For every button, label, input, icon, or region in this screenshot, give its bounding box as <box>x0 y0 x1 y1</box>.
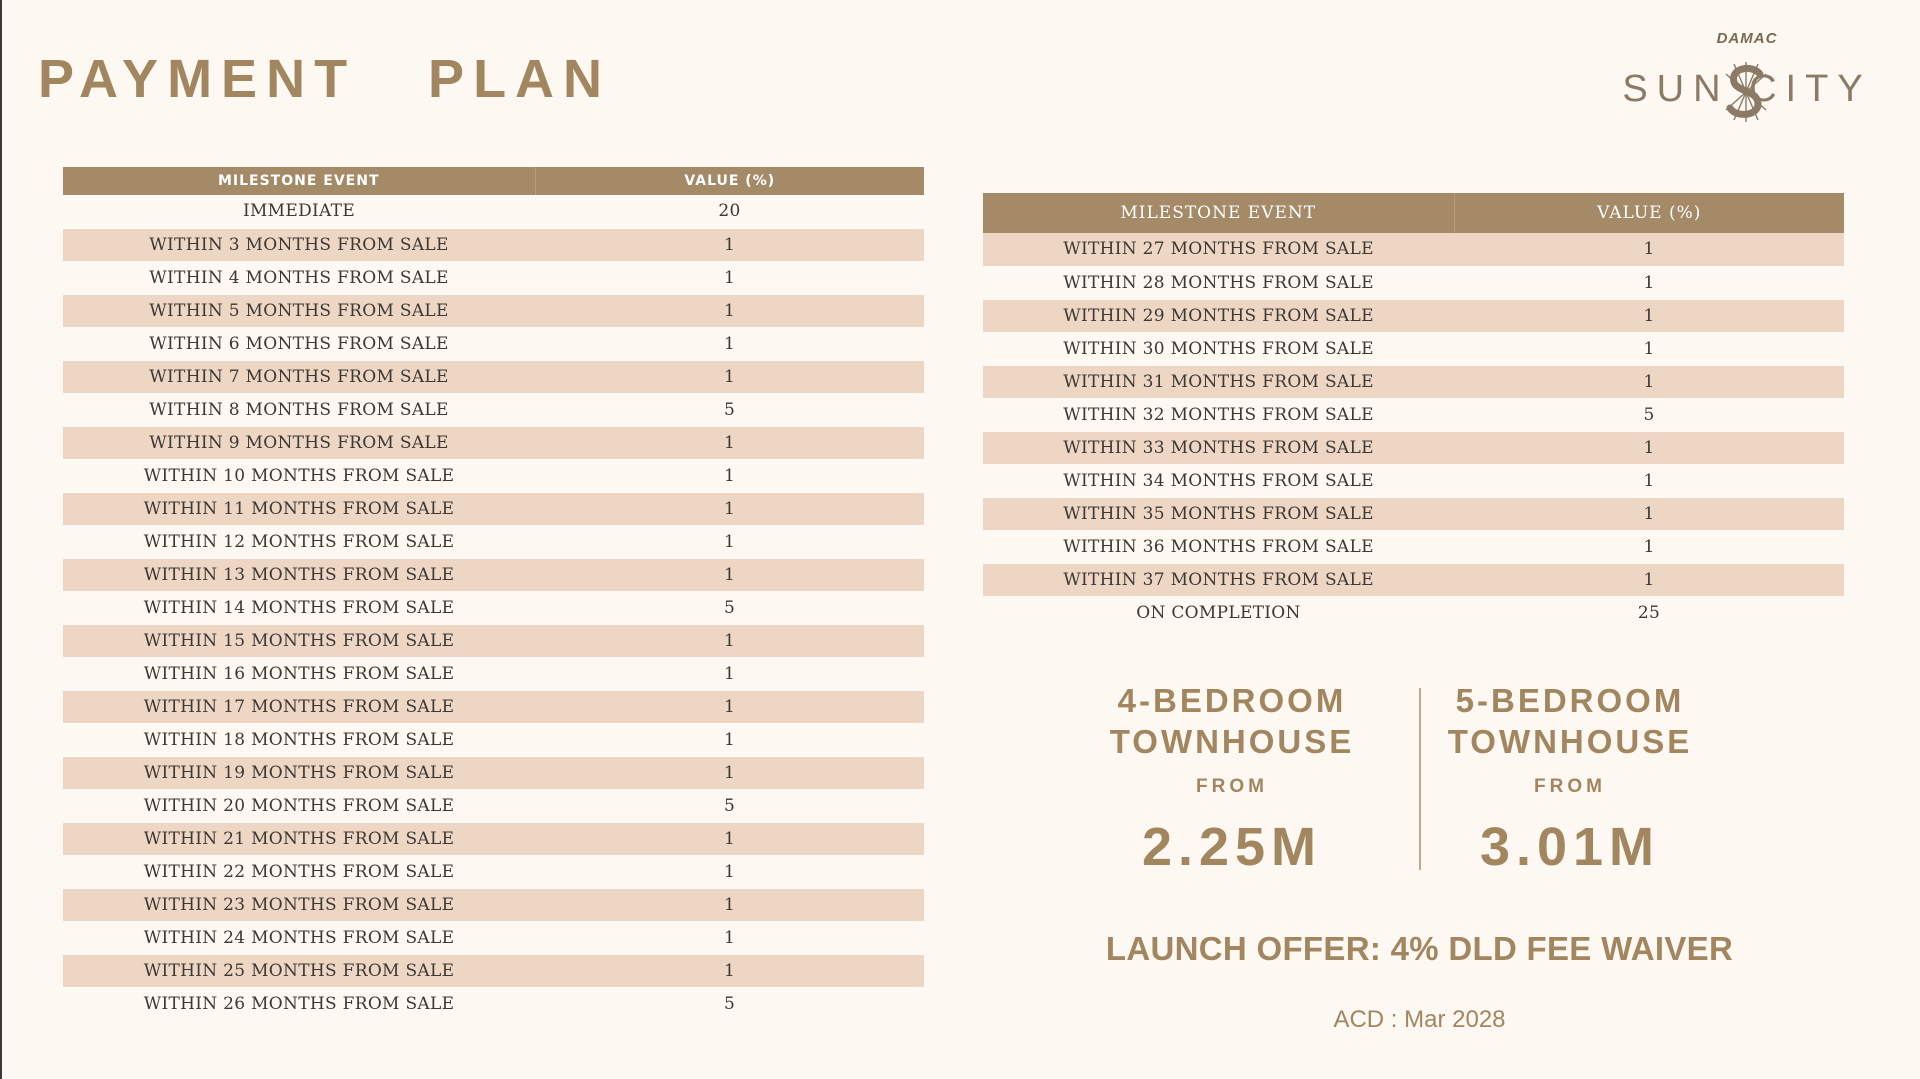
milestone-event-cell: WITHIN 6 MONTHS FROM SALE <box>63 327 535 360</box>
table-row <box>983 530 1844 563</box>
milestone-event-cell: WITHIN 27 MONTHS FROM SALE <box>983 233 1454 266</box>
table-row <box>983 233 1844 266</box>
table-row <box>63 822 924 855</box>
milestone-event-cell: WITHIN 12 MONTHS FROM SALE <box>63 525 535 558</box>
value-cell: 1 <box>535 228 924 261</box>
milestone-event-cell: WITHIN 24 MONTHS FROM SALE <box>63 921 535 954</box>
table-row <box>63 426 924 459</box>
value-cell: 1 <box>535 954 924 987</box>
table-row <box>63 987 924 1020</box>
milestone-event-cell: WITHIN 15 MONTHS FROM SALE <box>63 624 535 657</box>
table-row <box>63 360 924 393</box>
acd-date-text: ACD : Mar 2028 <box>1333 1006 1506 1033</box>
table-row <box>63 492 924 525</box>
value-cell: 1 <box>535 492 924 525</box>
table-row <box>983 365 1844 398</box>
milestone-event-cell: WITHIN 20 MONTHS FROM SALE <box>63 789 535 822</box>
milestone-event-cell: WITHIN 7 MONTHS FROM SALE <box>63 360 535 393</box>
table-row <box>63 294 924 327</box>
table-row <box>983 497 1844 530</box>
offer-type-line2: TOWNHOUSE <box>1447 723 1693 760</box>
value-cell: 5 <box>1454 398 1844 431</box>
table-row <box>983 563 1844 596</box>
milestone-event-cell: WITHIN 31 MONTHS FROM SALE <box>983 365 1454 398</box>
offer-price: 3.01M <box>1479 817 1661 877</box>
table-row <box>63 195 924 228</box>
price-offers <box>1072 680 1772 880</box>
value-cell: 1 <box>535 690 924 723</box>
table-row <box>63 855 924 888</box>
table-row <box>983 332 1844 365</box>
table-row <box>63 558 924 591</box>
page-title: PAYMENT PLAN <box>38 49 612 109</box>
value-cell: 1 <box>1454 497 1844 530</box>
milestone-event-cell: WITHIN 9 MONTHS FROM SALE <box>63 426 535 459</box>
value-cell: 1 <box>535 558 924 591</box>
column-header-milestone: MILESTONE EVENT <box>63 167 535 195</box>
table-row <box>63 228 924 261</box>
milestone-event-cell: WITHIN 33 MONTHS FROM SALE <box>983 431 1454 464</box>
value-cell: 5 <box>535 393 924 426</box>
milestone-event-cell: IMMEDIATE <box>63 195 535 228</box>
offer-price: 2.25M <box>1141 817 1323 877</box>
value-cell: 1 <box>535 756 924 789</box>
milestone-event-cell: WITHIN 3 MONTHS FROM SALE <box>63 228 535 261</box>
value-cell: 5 <box>535 591 924 624</box>
value-cell: 1 <box>535 624 924 657</box>
milestone-event-cell: WITHIN 8 MONTHS FROM SALE <box>63 393 535 426</box>
value-cell: 20 <box>535 195 924 228</box>
value-cell: 1 <box>1454 464 1844 497</box>
milestone-event-cell: WITHIN 14 MONTHS FROM SALE <box>63 591 535 624</box>
value-cell: 1 <box>1454 365 1844 398</box>
table-row <box>63 591 924 624</box>
milestone-event-cell: WITHIN 26 MONTHS FROM SALE <box>63 987 535 1020</box>
table-row <box>983 299 1844 332</box>
table-row <box>983 398 1844 431</box>
value-cell: 1 <box>535 459 924 492</box>
milestone-event-cell: WITHIN 5 MONTHS FROM SALE <box>63 294 535 327</box>
offer-type-line2: TOWNHOUSE <box>1109 723 1355 760</box>
milestone-event-cell: WITHIN 16 MONTHS FROM SALE <box>63 657 535 690</box>
table-row <box>983 431 1844 464</box>
offer-type-line1: 4-BEDROOM <box>1117 682 1347 719</box>
table-row <box>63 690 924 723</box>
offer-from-label: FROM <box>1196 776 1268 797</box>
sun-s-logo-icon <box>1722 60 1770 124</box>
milestone-event-cell: WITHIN 10 MONTHS FROM SALE <box>63 459 535 492</box>
brand-logo <box>1602 30 1892 130</box>
value-cell: 1 <box>535 888 924 921</box>
table-row <box>63 888 924 921</box>
table-row <box>983 464 1844 497</box>
column-header-milestone: MILESTONE EVENT <box>983 193 1454 233</box>
milestone-event-cell: WITHIN 17 MONTHS FROM SALE <box>63 690 535 723</box>
value-cell: 1 <box>535 921 924 954</box>
logo-name-text: SUN CITY <box>1622 68 1872 110</box>
milestone-event-cell: WITHIN 18 MONTHS FROM SALE <box>63 723 535 756</box>
value-cell: 1 <box>535 327 924 360</box>
milestone-event-cell: WITHIN 30 MONTHS FROM SALE <box>983 332 1454 365</box>
table-row <box>63 921 924 954</box>
milestone-event-cell: WITHIN 19 MONTHS FROM SALE <box>63 756 535 789</box>
value-cell: 1 <box>535 261 924 294</box>
value-cell: 1 <box>1454 266 1844 299</box>
table-row <box>63 393 924 426</box>
value-cell: 1 <box>535 426 924 459</box>
milestone-event-cell: WITHIN 37 MONTHS FROM SALE <box>983 563 1454 596</box>
milestone-event-cell: WITHIN 23 MONTHS FROM SALE <box>63 888 535 921</box>
payment-table-right <box>983 193 1844 630</box>
value-cell: 1 <box>1454 530 1844 563</box>
value-cell: 1 <box>1454 299 1844 332</box>
table-row <box>63 261 924 294</box>
offer-from-label: FROM <box>1534 776 1606 797</box>
table-row <box>63 723 924 756</box>
value-cell: 1 <box>1454 332 1844 365</box>
column-header-value: VALUE (%) <box>1454 193 1844 233</box>
milestone-event-cell: WITHIN 21 MONTHS FROM SALE <box>63 822 535 855</box>
milestone-event-cell: WITHIN 29 MONTHS FROM SALE <box>983 299 1454 332</box>
table-row <box>63 459 924 492</box>
column-header-value: VALUE (%) <box>535 167 924 195</box>
value-cell: 1 <box>535 294 924 327</box>
table-row <box>63 756 924 789</box>
value-cell: 1 <box>535 855 924 888</box>
milestone-event-cell: ON COMPLETION <box>983 596 1454 629</box>
offer-type-line1: 5-BEDROOM <box>1455 682 1685 719</box>
value-cell: 1 <box>1454 431 1844 464</box>
milestone-event-cell: WITHIN 11 MONTHS FROM SALE <box>63 492 535 525</box>
offer-5-bedroom <box>1410 680 1730 878</box>
table-body <box>63 195 924 1020</box>
milestone-event-cell: WITHIN 4 MONTHS FROM SALE <box>63 261 535 294</box>
milestone-event-cell: WITHIN 34 MONTHS FROM SALE <box>983 464 1454 497</box>
value-cell: 5 <box>535 987 924 1020</box>
value-cell: 1 <box>535 657 924 690</box>
launch-offer-text: LAUNCH OFFER: 4% DLD FEE WAIVER <box>1105 930 1734 967</box>
value-cell: 1 <box>1454 233 1844 266</box>
milestone-event-cell: WITHIN 36 MONTHS FROM SALE <box>983 530 1454 563</box>
value-cell: 1 <box>535 360 924 393</box>
value-cell: 1 <box>535 525 924 558</box>
value-cell: 25 <box>1454 596 1844 629</box>
payment-table-left <box>63 167 924 1021</box>
value-cell: 1 <box>535 723 924 756</box>
value-cell: 1 <box>1454 563 1844 596</box>
logo-brand-text: DAMAC <box>1716 30 1778 47</box>
milestone-event-cell: WITHIN 35 MONTHS FROM SALE <box>983 497 1454 530</box>
milestone-event-cell: WITHIN 22 MONTHS FROM SALE <box>63 855 535 888</box>
milestone-event-cell: WITHIN 32 MONTHS FROM SALE <box>983 398 1454 431</box>
table-row <box>63 525 924 558</box>
offer-4-bedroom <box>1072 680 1392 878</box>
table-row <box>63 657 924 690</box>
milestone-event-cell: WITHIN 25 MONTHS FROM SALE <box>63 954 535 987</box>
table-row <box>63 327 924 360</box>
table-row <box>63 954 924 987</box>
value-cell: 1 <box>535 822 924 855</box>
value-cell: 5 <box>535 789 924 822</box>
table-row <box>983 266 1844 299</box>
milestone-event-cell: WITHIN 28 MONTHS FROM SALE <box>983 266 1454 299</box>
table-row <box>63 789 924 822</box>
table-row <box>983 596 1844 629</box>
milestone-event-cell: WITHIN 13 MONTHS FROM SALE <box>63 558 535 591</box>
table-row <box>63 624 924 657</box>
table-body <box>983 233 1844 629</box>
